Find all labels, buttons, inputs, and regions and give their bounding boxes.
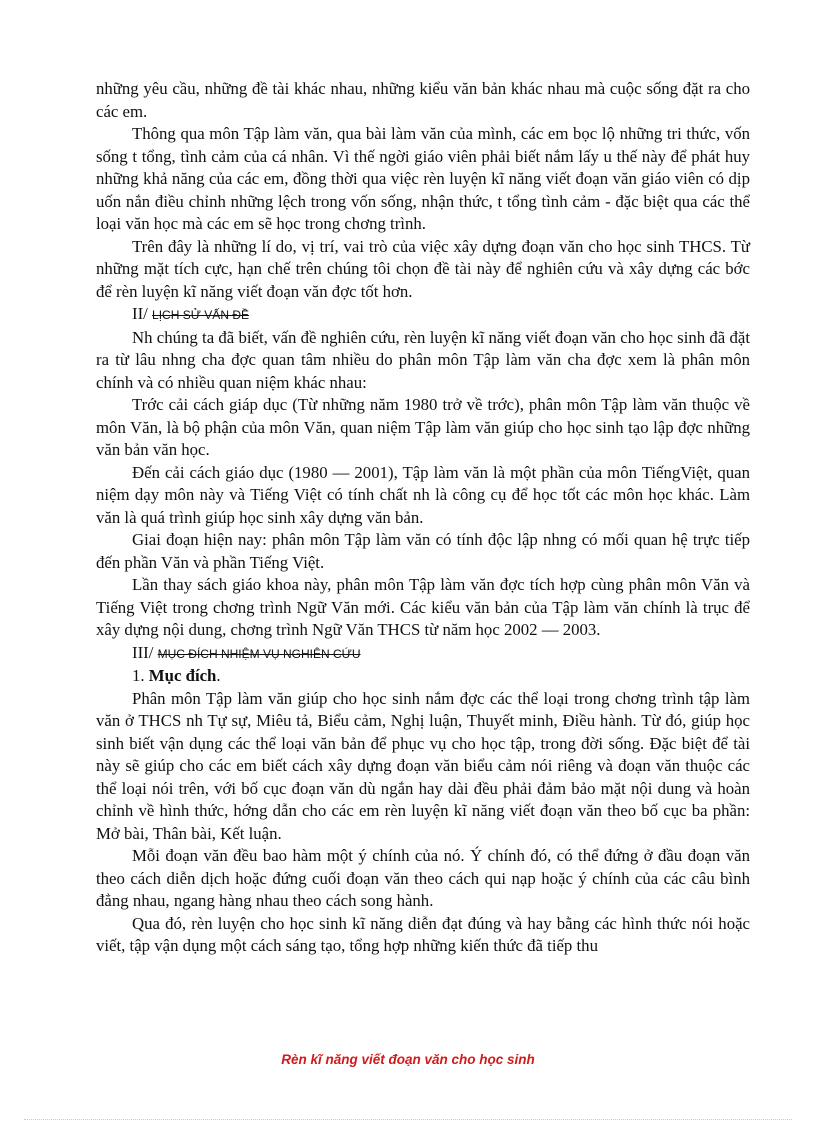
page-bottom-border [24, 1119, 792, 1120]
paragraph: Trên đây là những lí do, vị trí, vai trò của việc xây dựng đoạn văn cho học sinh THCS. Từ những mặt tích cực, hạn chế trên chúng tôi chọn đề tài này để nghiên cứu và xây dựng các bớc để rèn luyện kĩ năng viết đoạn văn đợc tốt hơn. [96, 236, 750, 301]
section-number: II/ [132, 304, 148, 323]
paragraph: Trớc cải cách giáp dục (Từ những năm 1980 trở về trớc), phân môn Tập làm văn thuộc về môn Văn, là bộ phận của môn Văn, quan niệm Tập làm văn giúp cho học sinh tạo lập đợc những văn bản văn học. [96, 395, 750, 459]
paragraph: Phân môn Tập làm văn giúp cho học sinh nắm đợc các thể loại trong chơng trình tập làm văn ở THCS nh Tự sự, Miêu tả, Biểu cảm, Nghị luận, Thuyết minh, Điều hành. Từ đó, giúp học sinh biết vận dụng các thể loại văn bản để phục vụ cho học tập, trong đời sống. Đặc biệt để tài này sẽ giúp cho các em biết cách xây dựng đoạn văn biểu cảm nói riêng và đoạn văn thuộc các thể loại nói trên, với bố cục đoạn văn dù ngắn hay dài đều phải đảm bảo mặt nội dung và hoàn chỉnh về hình thức, hớng dẫn cho các em rèn luyện kĩ năng viết đoạn văn theo bố cục ba phần: Mở bài, Thân bài, Kết luận. [96, 688, 750, 843]
paragraph: Giai đoạn hiện nay: phân môn Tập làm văn có tính độc lập nhng có mối quan hệ trực tiếp đến phần Văn và phần Tiếng Việt. [96, 530, 750, 572]
paragraph: những yêu cầu, những đề tài khác nhau, những kiểu văn bản khác nhau mà cuộc sống đặt ra cho các em. [96, 79, 750, 121]
section-number: III/ [132, 642, 154, 662]
subsection-number: 1. [132, 666, 145, 685]
paragraph: Đến cải cách giáo dục (1980 — 2001), Tập làm văn là một phần của môn TiếngViệt, quan niệm dạy môn này và Tiếng Việt có tính chất nh là công cụ để học tốt các môn học khác. Làm văn là quá trình giúp học sinh xây dựng văn bản. [96, 462, 750, 527]
section-heading-history [96, 303, 750, 327]
page-footer: Rèn kĩ năng viết đoạn văn cho học sinh [281, 1052, 535, 1067]
paragraph: Mỗi đoạn văn đều bao hàm một ý chính của nó. Ý chính đó, có thể đứng ở đầu đoạn văn theo cách diễn dịch hoặc đứng cuối đoạn văn theo cách qui nạp hoặc ý chính của các câu bình đẳng nhau, ngang hàng nhau theo cách song hành. [96, 846, 750, 910]
section-heading-purpose [96, 642, 750, 666]
paragraph: Qua đó, rèn luyện cho học sinh kĩ năng diễn đạt đúng và hay bằng các hình thức nói hoặc viết, tập vận dụng một cách sáng tạo, tổng hợp những kiến thức đã tiếp thu [96, 913, 750, 955]
section-title: LỊCH SỬ VẤN ĐỀ [152, 308, 249, 322]
subsection-title: Mục đích [148, 666, 217, 685]
paragraph: Nh chúng ta đã biết, vấn đề nghiên cứu, rèn luyện kĩ năng viết đoạn văn cho học sinh đã đặt ra từ lâu nhng cha đợc quan tâm nhiều do phân môn Tập làm văn cha đợc xem là phân môn chính và có nhiều quan niệm khác nhau: [96, 327, 750, 392]
document-body [96, 78, 750, 958]
section-title: MỤC ĐÍCH NHIỆM VỤ NGHIÊN CỨU [157, 646, 361, 661]
subsection-heading: 1. Mục đích. [132, 666, 221, 685]
paragraph: Thông qua môn Tập làm văn, qua bài làm văn của mình, các em bọc lộ những tri thức, vốn sống t tổng, tình cảm của cá nhân. Vì thế ngời giáo viên phải biết nắm lấy u thế này để phát huy những khả năng của các em, đồng thời qua việc rèn luyện kĩ năng viết đoạn văn giáo viên có dịp uốn nắn điều chỉnh những lệch trong vốn sống, nhận thức, t tổng tình cảm - đặc biệt qua các thể loại văn học mà các em sẽ học trong chơng trình. [96, 124, 750, 233]
paragraph: Lần thay sách giáo khoa này, phân môn Tập làm văn đợc tích hợp cùng phân môn Văn và Tiếng Việt trong chơng trình Ngữ Văn mới. Các kiểu văn bản của Tập làm văn chính là trục để xây dựng nội dung, chơng trình Ngữ Văn THCS từ năm học 2002 — 2003. [96, 575, 750, 639]
